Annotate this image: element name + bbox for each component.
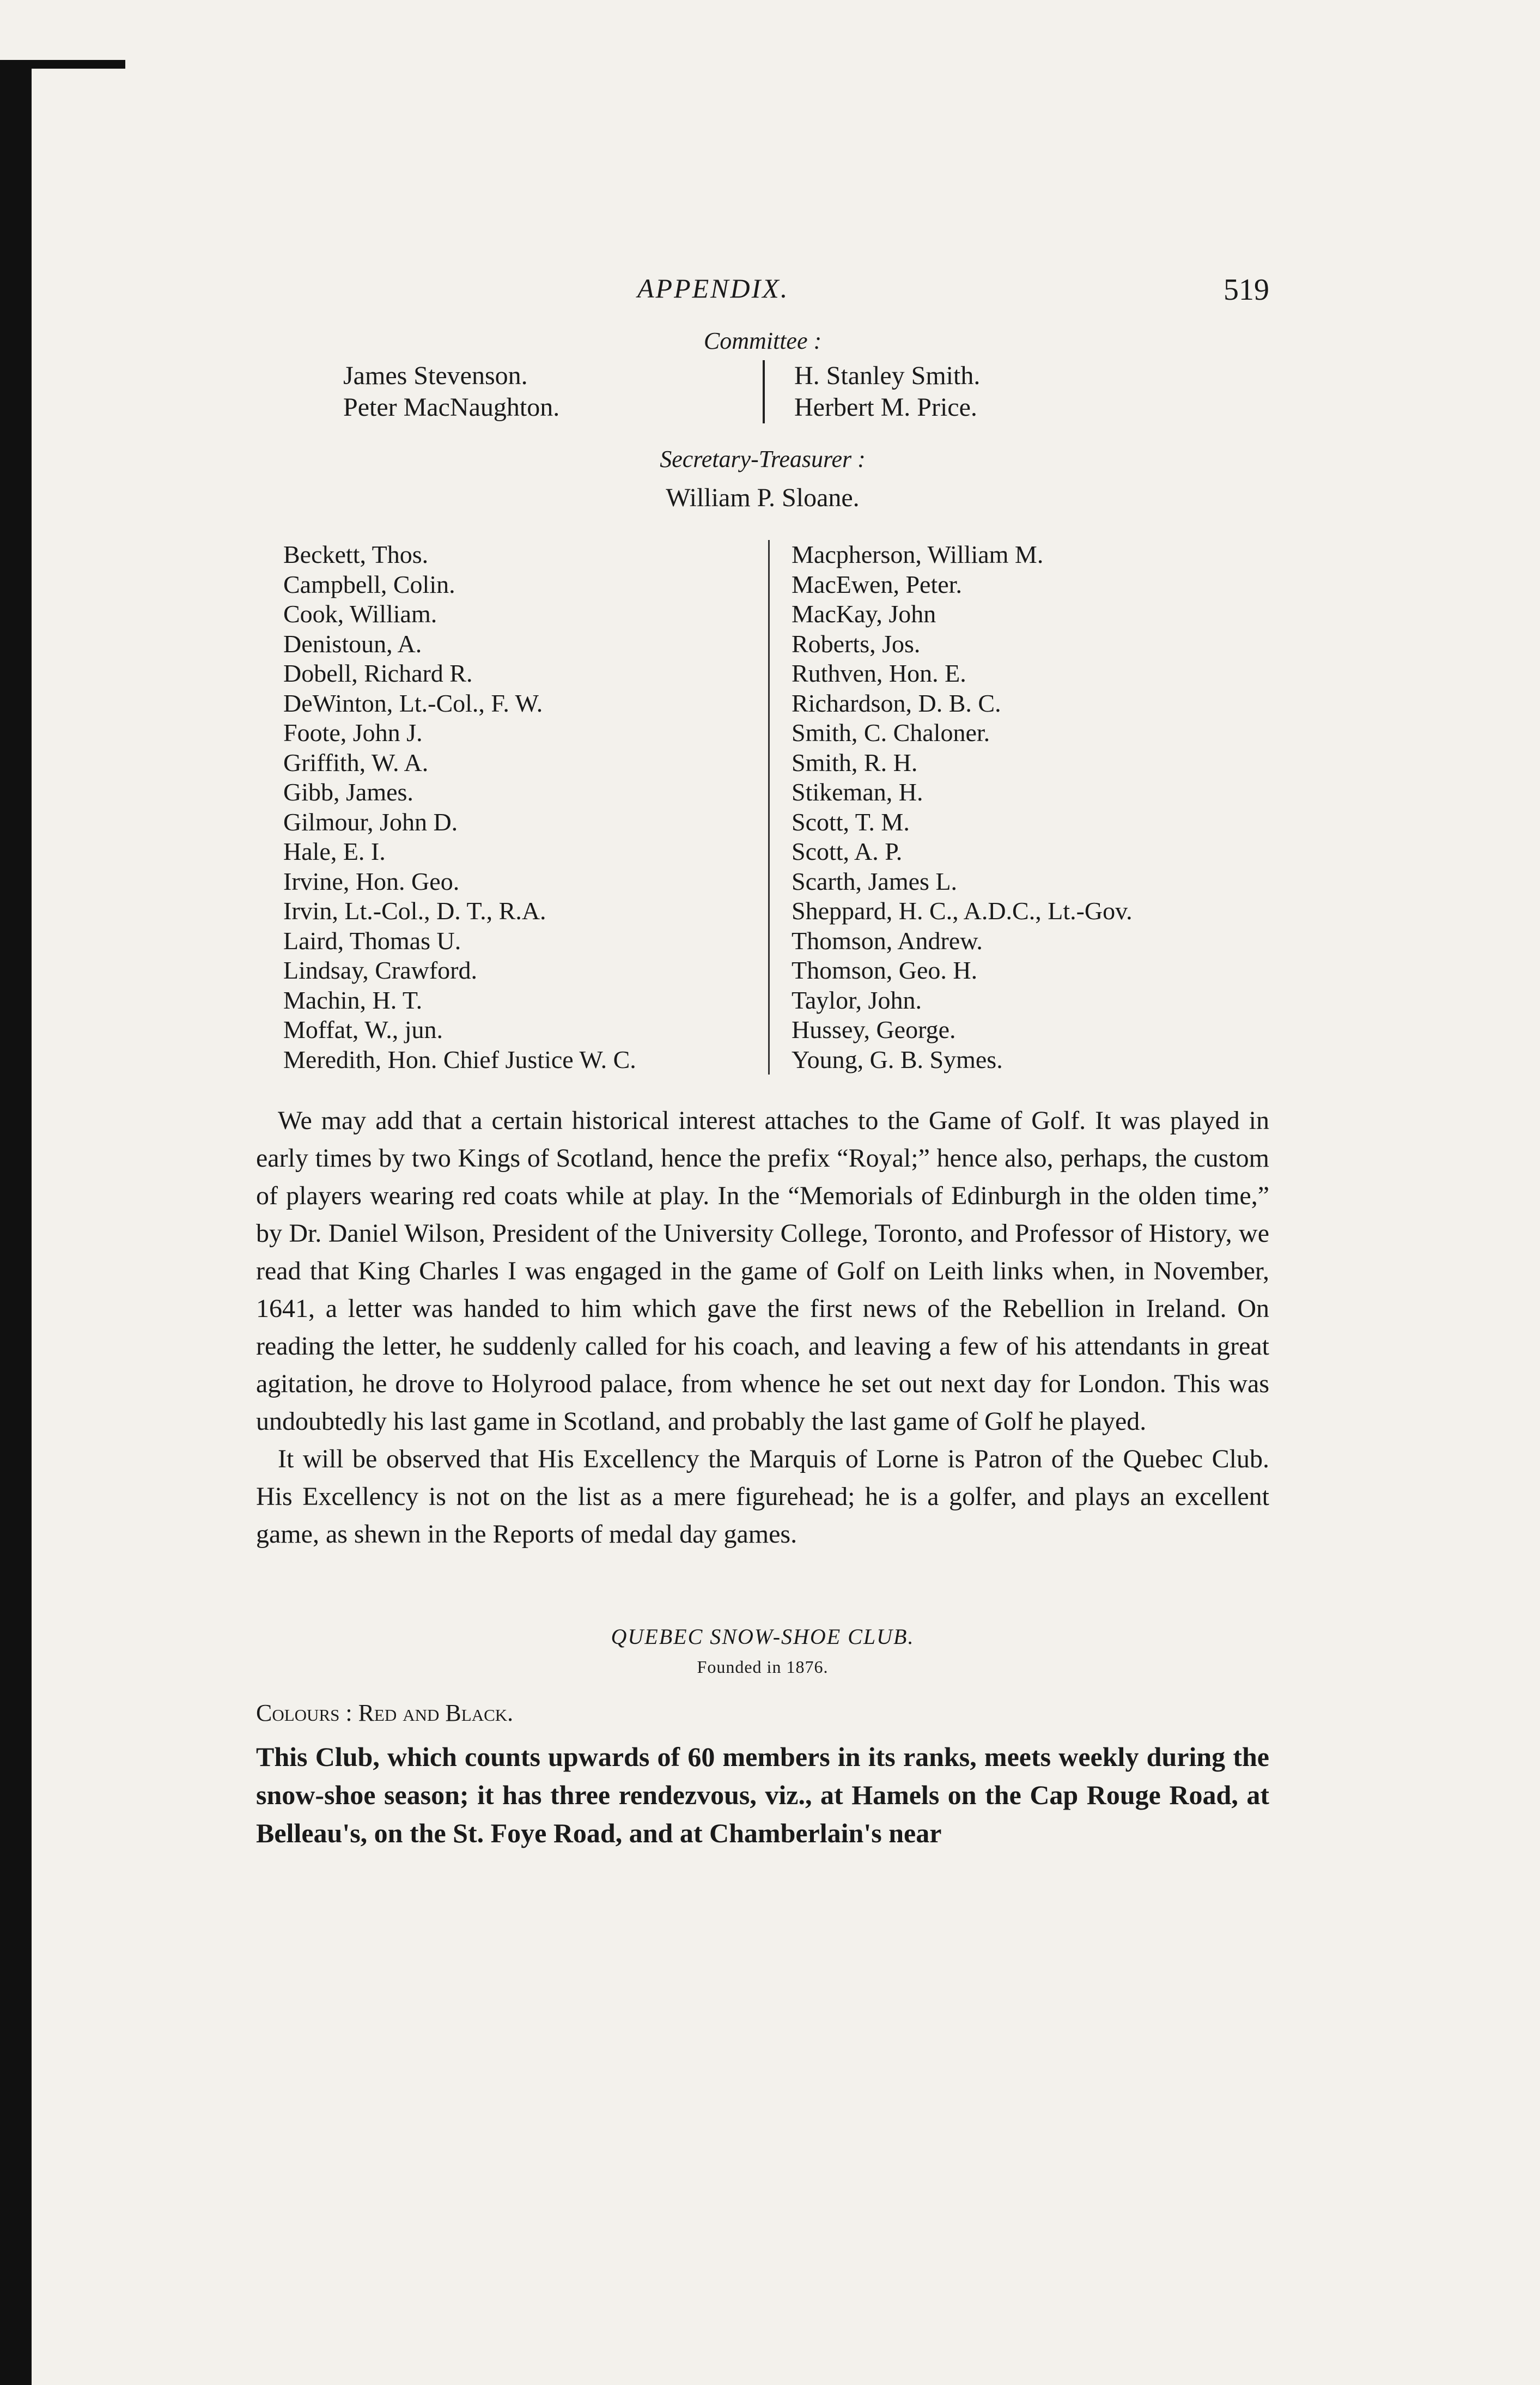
member-name: Richardson, D. B. C. <box>792 689 1001 717</box>
member-name: Machin, H. T. <box>283 986 423 1014</box>
committee-right-column <box>763 360 980 423</box>
scan-border <box>0 60 32 2385</box>
member-name: MacEwen, Peter. <box>792 570 962 598</box>
secretary-name: William P. Sloane. <box>666 483 860 512</box>
member-name: Laird, Thomas U. <box>283 926 461 955</box>
member-name: Smith, C. Chaloner. <box>792 719 990 747</box>
member-name: Ruthven, Hon. E. <box>792 659 966 687</box>
member-name: Cook, William. <box>283 600 437 628</box>
section-title: QUEBEC SNOW-SHOE CLUB. <box>611 1624 915 1649</box>
committee-member: Herbert M. Price. <box>794 393 977 422</box>
member-name: MacKay, John <box>792 600 936 628</box>
member-name: Taylor, John. <box>792 986 922 1014</box>
member-name: Roberts, Jos. <box>792 629 921 658</box>
committee-member: H. Stanley Smith. <box>794 361 981 390</box>
committee-heading: Committee : <box>703 327 822 354</box>
member-name: Campbell, Colin. <box>283 570 455 598</box>
member-name: Gilmour, John D. <box>283 808 458 836</box>
member-right-column <box>768 540 1133 1075</box>
member-name: Scott, A. P. <box>792 838 903 865</box>
member-name: Hale, E. I. <box>283 838 386 865</box>
member-left-column <box>283 540 768 1075</box>
committee-left-column <box>343 360 763 423</box>
member-name: Gibb, James. <box>283 778 413 806</box>
founded-line: Founded in 1876. <box>697 1657 829 1677</box>
member-name: DeWinton, Lt.-Col., F. W. <box>283 689 543 717</box>
member-name: Irvine, Hon. Geo. <box>283 867 460 895</box>
paragraph: This Club, which counts upwards of 60 members in its ranks, meets weekly during the snow-shoe season; it has three rendezvous, viz., at Hamels on the Cap Rouge Road, at Belleau's, on the St. Foye Road, and at Chamberlain's near <box>256 1741 1269 1848</box>
member-name: Moffat, W., jun. <box>283 1016 443 1043</box>
scan-border-top <box>0 60 125 69</box>
member-name: Dobell, Richard R. <box>283 659 473 687</box>
member-name: Foote, John J. <box>283 719 423 747</box>
member-name: Smith, R. H. <box>792 748 918 776</box>
snowshoe-text <box>256 1738 1269 1852</box>
member-name: Meredith, Hon. Chief Justice W. C. <box>283 1045 636 1073</box>
paragraph: We may add that a certain historical interest attaches to the Game of Golf. It was played in early times by two Kings of Scotland, hence the prefix “Royal;” hence also, perhaps, the custom of players wearing red coats while at play. In the “Memorials of Edinburgh in the olden time,” by Dr. Daniel Wilson, President of the University College, Toronto, and Professor of History, we read that King Charles I was engaged in the game of Golf on Leith links when, in November, 1641, a letter was handed to him which gave the first news of the Rebellion in Ireland. On reading the letter, he suddenly called for his coach, and leaving a few of his attendants in great agitation, he drove to Holyrood palace, from whence he set out next day for London. This was undoubtedly his last game in Scotland, and probably the last game of Golf he played. <box>256 1106 1269 1436</box>
history-text <box>256 1102 1269 1553</box>
member-name: Beckett, Thos. <box>283 541 429 568</box>
secretary-heading: Secretary-Treasurer : <box>660 446 866 472</box>
member-name: Scarth, James L. <box>792 867 958 895</box>
member-name: Scott, T. M. <box>792 808 910 836</box>
member-name: Irvin, Lt.-Col., D. T., R.A. <box>283 897 546 925</box>
member-name: Macpherson, William M. <box>792 541 1044 568</box>
member-list <box>283 540 1269 1075</box>
member-name: Thomson, Andrew. <box>792 926 983 955</box>
book-page <box>256 272 1269 1852</box>
page-number: 519 <box>1224 273 1269 307</box>
member-name: Lindsay, Crawford. <box>283 956 477 984</box>
committee-member: Peter MacNaughton. <box>343 393 560 422</box>
running-head <box>256 272 1269 316</box>
committee-member: James Stevenson. <box>343 361 528 390</box>
member-name: Thomson, Geo. H. <box>792 956 978 984</box>
member-name: Hussey, George. <box>792 1016 956 1043</box>
member-name: Young, G. B. Symes. <box>792 1045 1003 1073</box>
running-head-title: APPENDIX. <box>637 273 789 304</box>
colours-line: Colours : Red and Black. <box>256 1700 514 1726</box>
member-name: Denistoun, A. <box>283 629 422 658</box>
member-name: Sheppard, H. C., A.D.C., Lt.-Gov. <box>792 897 1133 925</box>
committee-list <box>343 360 1269 423</box>
member-name: Stikeman, H. <box>792 778 923 806</box>
paragraph: It will be observed that His Excellency the Marquis of Lorne is Patron of the Quebec Club. His Excellency is not on the list as a mere figurehead; he is a golfer, and plays an excellent game, as shewn in the Reports of medal day games. <box>256 1445 1269 1549</box>
member-name: Griffith, W. A. <box>283 748 429 776</box>
